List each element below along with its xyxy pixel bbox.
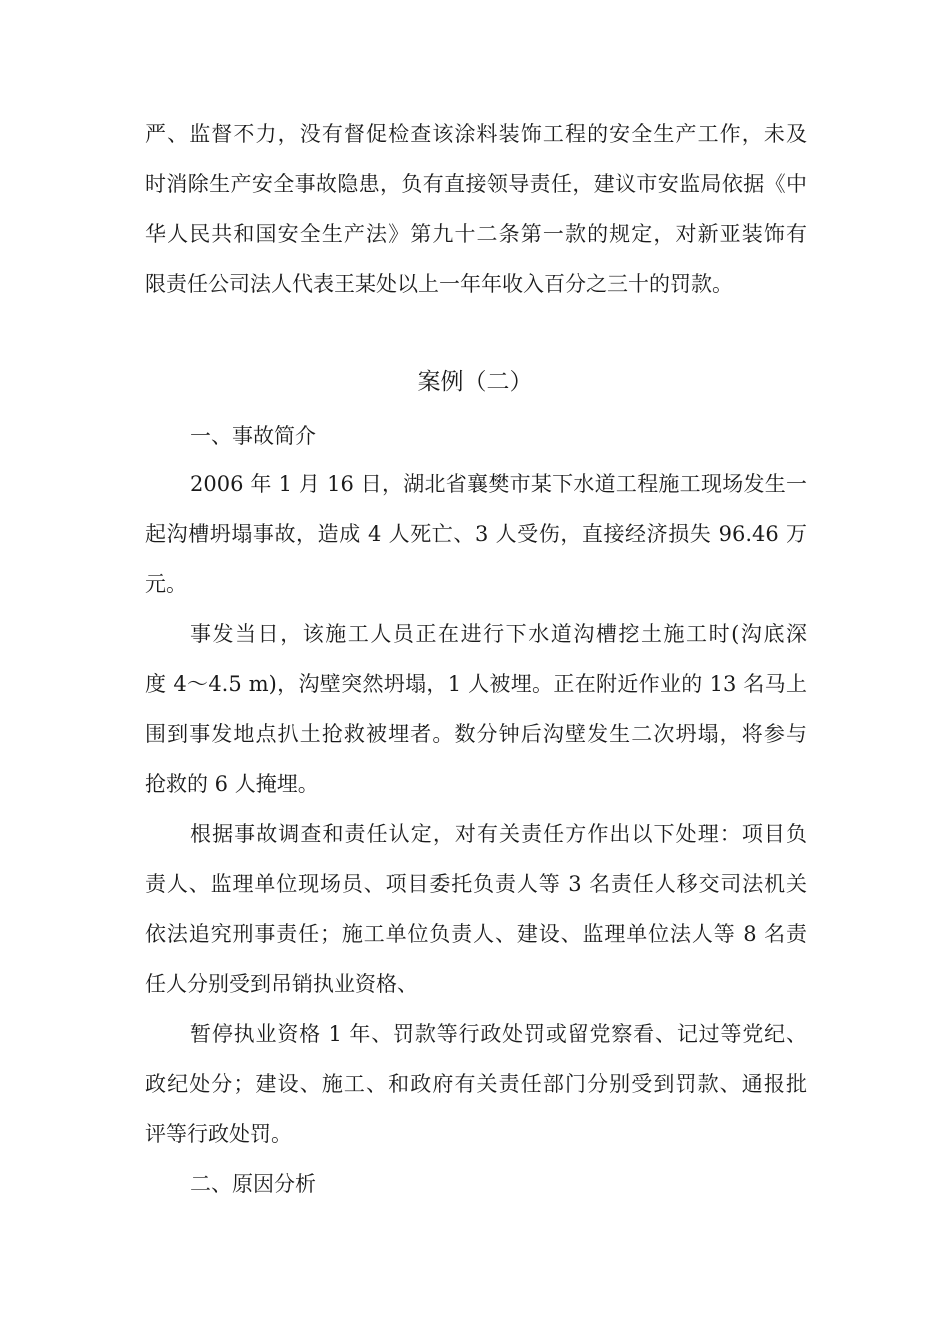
section-heading: 一、事故简介 [190, 424, 316, 448]
text-line: 华人民共和国安全生产法》第九十二条第一款的规定，对新亚装饰有 [145, 222, 807, 246]
text-line: 依法追究刑事责任；施工单位负责人、建设、监理单位法人等 8 名责 [145, 922, 807, 946]
text-line: 抢救的 6 人掩埋。 [145, 772, 319, 796]
text-line: 根据事故调查和责任认定，对有关责任方作出以下处理：项目负 [190, 822, 807, 846]
text-line: 2006 年 1 月 16 日，湖北省襄樊市某下水道工程施工现场发生一 [190, 472, 807, 496]
text-line: 事发当日，该施工人员正在进行下水道沟槽挖土施工时(沟底深 [190, 622, 807, 646]
text-line: 度 4～4.5 m)，沟壁突然坍塌，1 人被埋。正在附近作业的 13 名马上 [145, 672, 807, 696]
text-line: 责人、监理单位现场员、项目委托负责人等 3 名责任人移交司法机关 [145, 872, 807, 896]
text-line: 时消除生产安全事故隐患，负有直接领导责任，建议市安监局依据《中 [145, 172, 807, 196]
text-line: 政纪处分；建设、施工、和政府有关责任部门分别受到罚款、通报批 [145, 1072, 807, 1096]
text-line: 评等行政处罚。 [145, 1122, 292, 1146]
text-line: 暂停执业资格 1 年、罚款等行政处罚或留党察看、记过等党纪、 [190, 1022, 807, 1046]
text-line: 起沟槽坍塌事故，造成 4 人死亡、3 人受伤，直接经济损失 96.46 万 [145, 522, 807, 546]
case-title: 案例（二） [417, 369, 533, 395]
text-line: 元。 [145, 572, 187, 596]
text-line: 限责任公司法人代表王某处以上一年年收入百分之三十的罚款。 [145, 272, 733, 296]
text-line: 围到事发地点扒土抢救被埋者。数分钟后沟壁发生二次坍塌，将参与 [145, 722, 807, 746]
text-line: 严、监督不力，没有督促检查该涂料装饰工程的安全生产工作，未及 [145, 122, 807, 146]
text-line: 任人分别受到吊销执业资格、 [145, 972, 418, 996]
section-heading: 二、原因分析 [190, 1172, 316, 1196]
